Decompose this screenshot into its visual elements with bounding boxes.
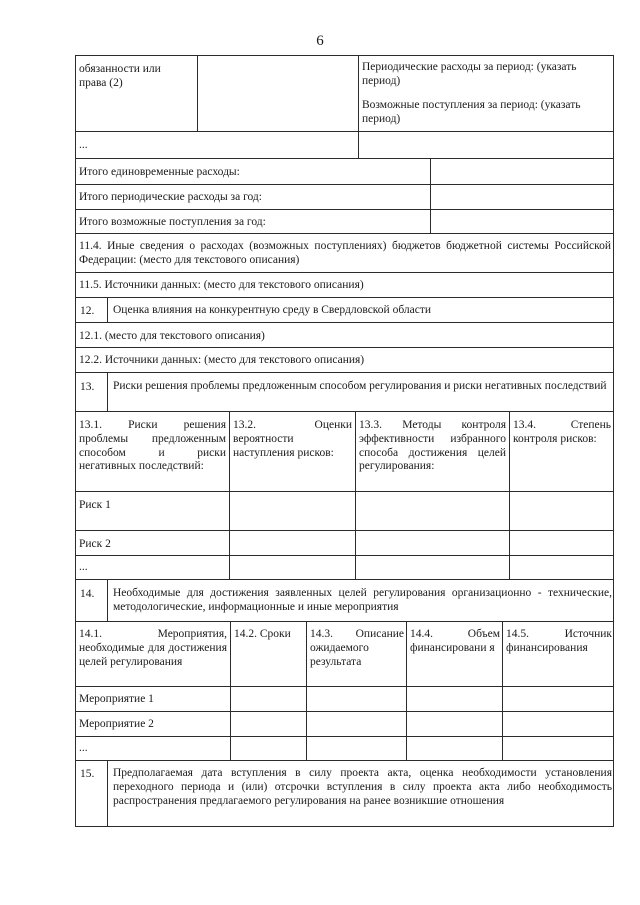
total-possible-income: Итого возможные поступления за год: — [79, 216, 266, 228]
measures-header-3: 14.3. Описание ожидаемого результата — [310, 628, 404, 668]
measures-header-4: 14.4. Объем финансировани я — [410, 628, 500, 654]
total-onetime-expenses: Итого единовременные расходы: — [79, 166, 240, 178]
risks-header-1: 13.1. Риски решения проблемы предложенным способом и риски негативных последствий: — [79, 419, 226, 473]
section-13-number: 13. — [80, 381, 95, 393]
duties-label: обязанности или права (2) — [79, 63, 161, 89]
ellipsis-row: ... — [79, 139, 88, 151]
risk-row-2: Риск 2 — [79, 538, 111, 550]
measures-header-2: 14.2. Сроки — [234, 628, 291, 640]
risk-row-1: Риск 1 — [79, 499, 111, 511]
section-15-title: Предполагаемая дата вступления в силу проекта акта, оценка необходимости установления переходного периода и (или) отсрочки вступления в силу проекта акта либо необходимость распространения предлагаемого регулирования на ранее возникшие отношения — [113, 767, 612, 807]
total-periodic-expenses: Итого периодические расходы за год: — [79, 191, 262, 203]
measures-header-1: 14.1. Мероприятия, необходимые для достижения целей регулирования — [79, 628, 227, 668]
risks-header-4: 13.4. Степень контроля рисков: — [513, 419, 611, 445]
section-11-5: 11.5. Источники данных: (место для текстового описания) — [79, 279, 364, 291]
section-15-number: 15. — [80, 768, 95, 780]
section-11-4: 11.4. Иные сведения о расходах (возможных поступлениях) бюджетов бюджетной системы Российской Федерации: (место для текстового описания) — [79, 240, 611, 266]
section-14-number: 14. — [80, 588, 95, 600]
possible-income-label: Возможные поступления за период: (указать период) — [362, 99, 581, 125]
measure-row-ellipsis: ... — [79, 742, 88, 754]
section-14-title: Необходимые для достижения заявленных целей регулирования организационно - технические, методологические, информационные и иные мероприятия — [113, 587, 612, 613]
measures-header-5: 14.5. Источник финансирования — [506, 628, 612, 654]
risks-header-2: 13.2. Оценки вероятности наступления рисков: — [233, 419, 352, 459]
section-12-2: 12.2. Источники данных: (место для текстового описания) — [79, 354, 365, 366]
section-12-1: 12.1. (место для текстового описания) — [79, 330, 265, 342]
measure-row-1: Мероприятие 1 — [79, 693, 154, 705]
section-12-title: Оценка влияния на конкурентную среду в Свердловской области — [113, 304, 432, 316]
measure-row-2: Мероприятие 2 — [79, 718, 154, 730]
section-13-title: Риски решения проблемы предложенным способом регулирования и риски негативных последствий — [113, 380, 607, 392]
risks-header-3: 13.3. Методы контроля эффективности избранного способа достижения целей регулирования: — [359, 419, 506, 473]
page-number: 6 — [316, 33, 324, 49]
risk-row-ellipsis: ... — [79, 561, 88, 573]
periodic-expenses-label: Периодические расходы за период: (указать период) — [362, 61, 577, 87]
section-12-number: 12. — [80, 305, 95, 317]
